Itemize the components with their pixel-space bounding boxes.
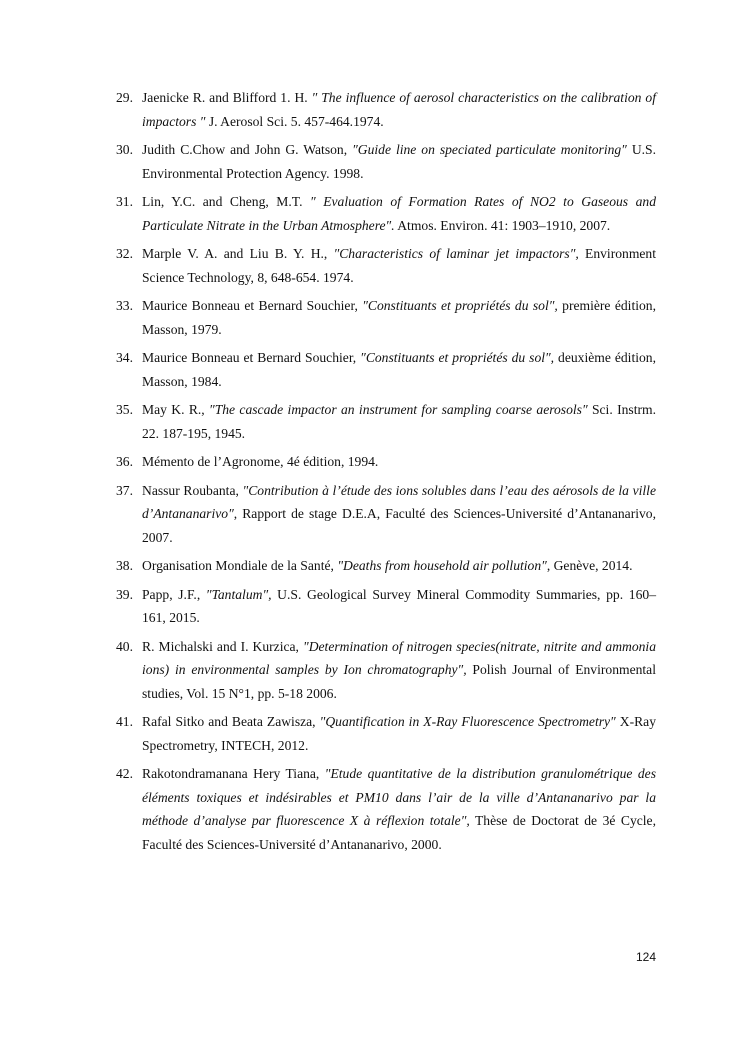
reference-item	[116, 450, 656, 474]
reference-authors: Nassur Roubanta,	[142, 482, 243, 498]
reference-item	[116, 710, 656, 757]
reference-authors: Papp, J.F.,	[142, 586, 206, 602]
reference-title: ″ Evaluation of Formation Rates of NO2 to Gaseous and Particulate Nitrate in the Urban Atmosphere″.	[142, 194, 656, 233]
reference-authors: Marple V. A. and Liu B. Y. H.,	[142, 246, 334, 261]
page-number: 124	[635, 950, 656, 964]
reference-source: U.S. Environmental Protection Agency. 1998.	[142, 142, 656, 181]
reference-item	[116, 346, 656, 393]
reference-list	[116, 86, 656, 861]
reference-number: 40.	[116, 638, 133, 654]
reference-title: ″Tantalum″,	[205, 586, 272, 602]
reference-source: Atmos. Environ. 41: 1903–1910, 2007.	[394, 217, 611, 233]
reference-item	[116, 762, 656, 856]
reference-authors: Mémento de l’Agronome, 4é édition, 1994.	[142, 454, 379, 469]
reference-number: 35.	[116, 402, 133, 417]
reference-item	[116, 242, 656, 289]
reference-item	[116, 635, 656, 706]
reference-source: J. Aerosol Sci. 5. 457-464.1974.	[205, 113, 384, 129]
reference-source: deuxième édition, Masson, 1984.	[142, 350, 656, 389]
reference-authors: Maurice Bonneau et Bernard Souchier,	[142, 298, 363, 313]
reference-item	[116, 294, 656, 341]
reference-source: U.S. Geological Survey Mineral Commodity Summaries, pp. 160–161, 2015.	[142, 586, 656, 625]
reference-number: 38.	[116, 558, 133, 573]
reference-title: "Contribution à l’étude des ions solubles dans l’eau des aérosols de la ville d’Antananarivo″	[142, 482, 656, 521]
reference-title: "Determination of nitrogen species(nitrate, nitrite and ammonia ions) in environmental samples by Ion chromatography″,	[142, 638, 656, 677]
reference-title: ″Guide line on speciated particulate monitoring″	[352, 142, 627, 157]
reference-item	[116, 583, 656, 630]
reference-title: ″ The influence of aerosol characteristics on the calibration of impactors ″	[142, 90, 656, 129]
reference-number: 31.	[116, 194, 133, 209]
reference-authors: Organisation Mondiale de la Santé,	[142, 558, 338, 573]
reference-title: ″The cascade impactor an instrument for sampling coarse aerosols″	[209, 402, 588, 417]
reference-authors: Judith C.Chow and John G. Watson,	[142, 142, 353, 157]
reference-authors: Lin, Y.C. and Cheng, M.T.	[142, 194, 311, 209]
reference-number: 33.	[116, 298, 133, 313]
reference-authors: R. Michalski and I. Kurzica,	[142, 638, 303, 654]
reference-source: Polish Journal of Environmental studies, Vol. 15 N°1, pp. 5-18 2006.	[142, 662, 656, 701]
reference-source: Thèse de Doctorat de 3é Cycle, Faculté des Sciences-Université d’Antananarivo, 2000.	[142, 813, 656, 852]
reference-authors: Rafal Sitko and Beata Zawisza,	[142, 714, 320, 729]
reference-authors: Rakotondramanana Hery Tiana,	[142, 766, 325, 781]
reference-source: première édition, Masson, 1979.	[142, 298, 656, 337]
reference-item	[116, 554, 656, 578]
reference-number: 34.	[116, 350, 133, 365]
reference-item	[116, 190, 656, 237]
reference-source: , Rapport de stage D.E.A, Faculté des Sciences-Université d’Antananarivo, 2007.	[142, 506, 656, 545]
reference-number: 42.	[116, 766, 133, 781]
reference-item	[116, 479, 656, 550]
reference-number: 39.	[116, 586, 133, 602]
reference-source: Environment Science Technology, 8, 648-654. 1974.	[142, 246, 657, 285]
reference-source: , Genève, 2014.	[546, 558, 633, 573]
reference-number: 30.	[116, 142, 133, 157]
reference-number: 37.	[116, 482, 133, 498]
reference-authors: May K. R.,	[142, 402, 210, 417]
reference-item	[116, 86, 656, 133]
reference-title: ″Characteristics of laminar jet impactors″,	[333, 246, 579, 261]
reference-title: "Etude quantitative de la distribution granulométrique des éléments toxiques et indésirables et PM10 dans l’air de la ville d’Antananarivo par la méthode d’analyse par fluorescence X à réflexion totale″,	[142, 766, 656, 828]
reference-item	[116, 398, 656, 445]
reference-number: 32.	[116, 246, 133, 261]
reference-number: 36.	[116, 454, 133, 469]
reference-authors: Maurice Bonneau et Bernard Souchier,	[142, 350, 361, 365]
reference-item	[116, 138, 656, 185]
reference-number: 29.	[116, 90, 133, 105]
reference-title: "Quantification in X-Ray Fluorescence Spectrometry″	[319, 714, 616, 729]
reference-authors: Jaenicke R. and Blifford 1. H.	[142, 90, 312, 105]
reference-title: ″Constituants et propriétés du sol″,	[360, 350, 555, 365]
reference-source: X-Ray Spectrometry, INTECH, 2012.	[142, 714, 657, 753]
reference-title: ″Constituants et propriétés du sol″,	[362, 298, 558, 313]
reference-source: Sci. Instrm. 22. 187-195, 1945.	[142, 402, 656, 441]
reference-number: 41.	[116, 714, 133, 729]
reference-title: "Deaths from household air pollution″	[337, 558, 547, 573]
